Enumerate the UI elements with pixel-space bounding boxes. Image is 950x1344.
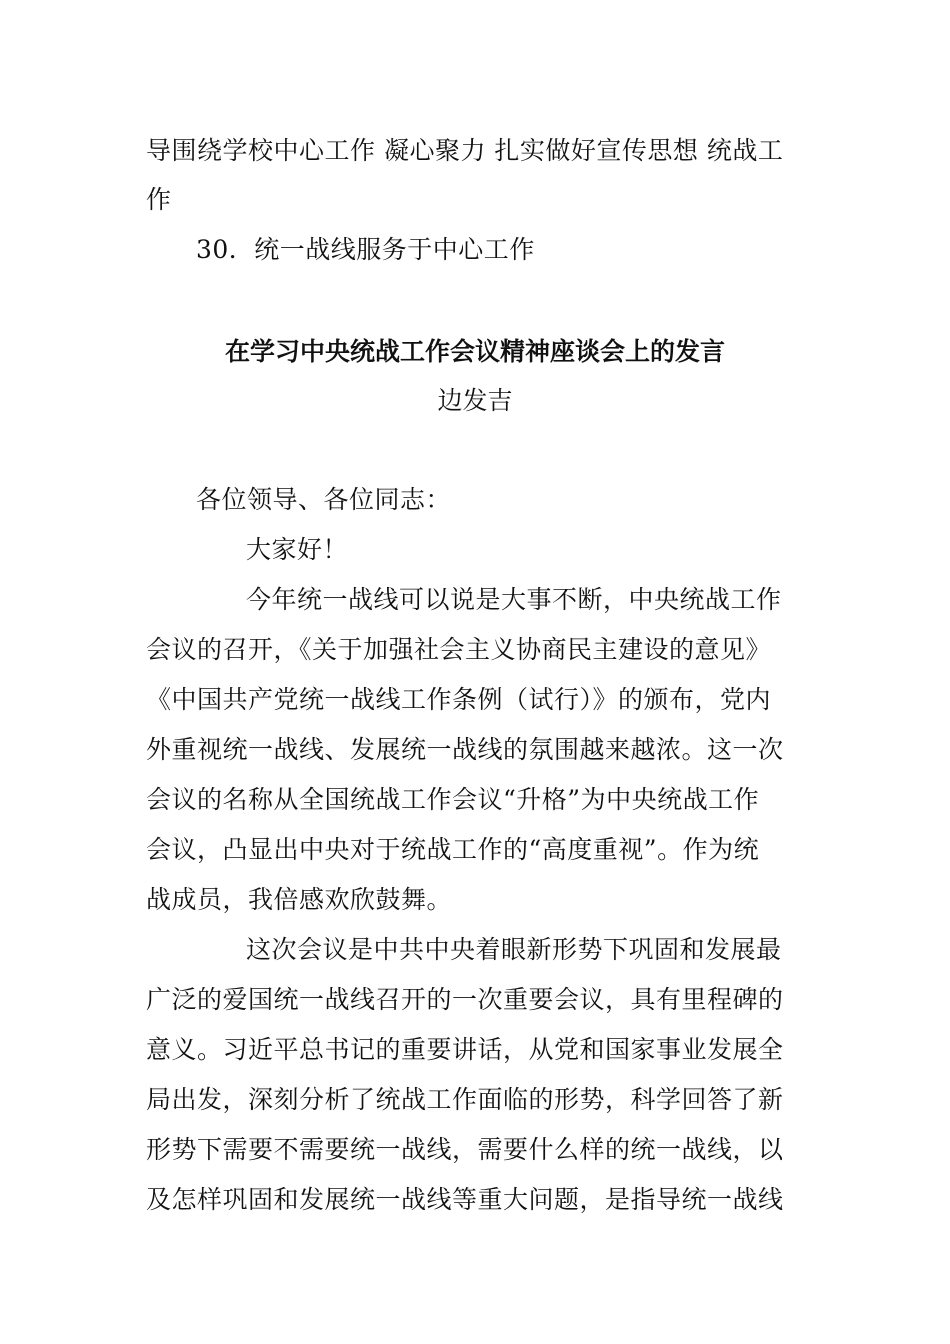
- article-title: 在学习中央统战工作会议精神座谈会上的发言: [224, 337, 725, 366]
- paragraph-line: 及怎样巩固和发展统一战线等重大问题，是指导统一战线: [146, 1185, 784, 1214]
- paragraph-line: 局出发，深刻分析了统战工作面临的形势，科学回答了新: [146, 1085, 784, 1114]
- greeting: 大家好！: [246, 535, 349, 564]
- toc-item-30: 30．统一战线服务于中心工作: [196, 235, 535, 264]
- paragraph-line: 意义。习近平总书记的重要讲话，从党和国家事业发展全: [146, 1035, 784, 1064]
- toc-line-2: 作: [146, 185, 172, 214]
- toc-line-1: 导围绕学校中心工作 凝心聚力 扎实做好宣传思想 统战工: [146, 136, 784, 165]
- paragraph-line: 会议，凸显出中央对于统战工作的“高度重视”。作为统: [146, 835, 760, 864]
- salutation: 各位领导、各位同志：: [196, 485, 452, 514]
- paragraph-line: 形势下需要不需要统一战线，需要什么样的统一战线，以: [146, 1135, 784, 1164]
- paragraph-line: 外重视统一战线、发展统一战线的氛围越来越浓。这一次: [146, 735, 784, 764]
- paragraph-line: 《中国共产党统一战线工作条例（试行）》的颁布，党内: [146, 685, 772, 714]
- paragraph-line: 战成员，我倍感欢欣鼓舞。: [146, 885, 453, 914]
- paragraph-line: 广泛的爱国统一战线召开的一次重要会议，具有里程碑的: [146, 985, 784, 1014]
- paragraph-line: 会议的名称从全国统战工作会议“升格”为中央统战工作: [146, 785, 760, 814]
- paragraph-line: 今年统一战线可以说是大事不断，中央统战工作: [246, 585, 782, 614]
- paragraph-line: 这次会议是中共中央着眼新形势下巩固和发展最: [246, 935, 782, 964]
- article-author: 边发吉: [437, 386, 513, 415]
- paragraph-line: 会议的召开，《关于加强社会主义协商民主建设的意见》: [146, 635, 772, 664]
